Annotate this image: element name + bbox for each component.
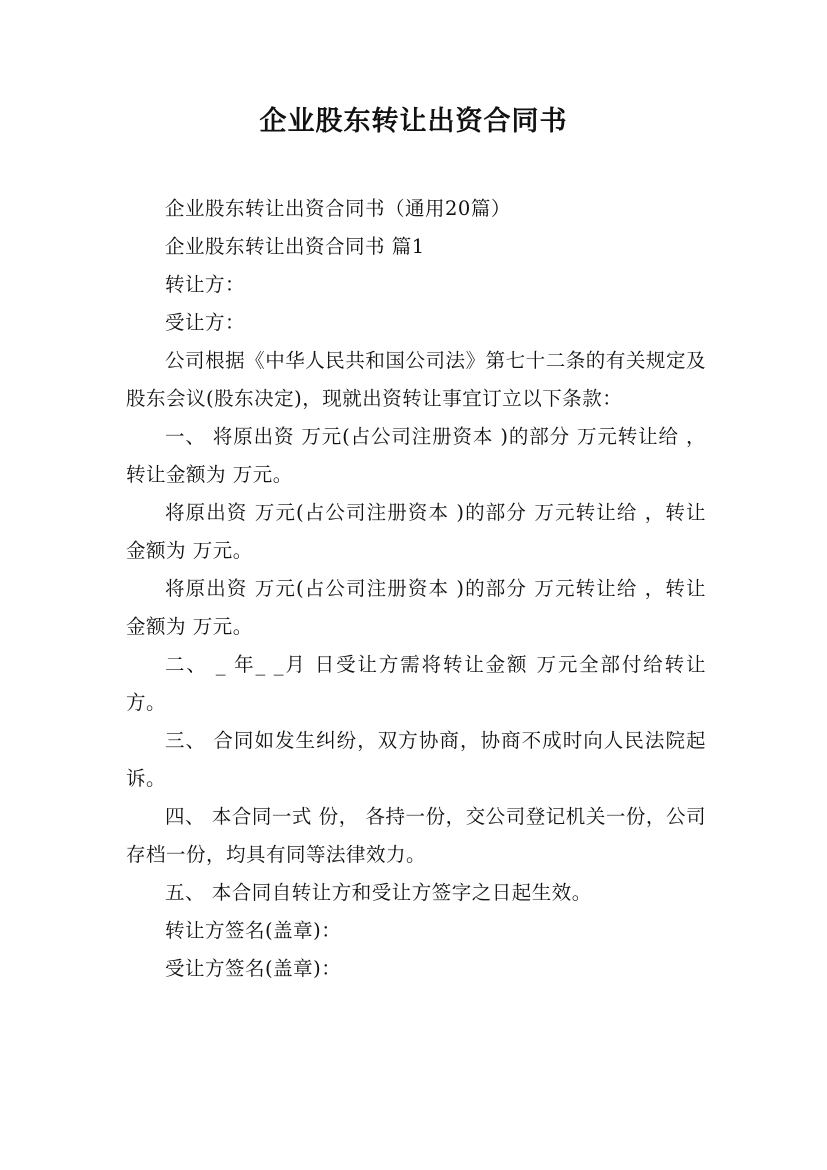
- clause-1-item-2: 将原出资 万元(占公司注册资本 )的部分 万元转让给 ，转让金额为 万元。: [126, 501, 706, 562]
- transferee-signature: 受让方签名(盖章)：: [165, 957, 342, 980]
- document-title: 企业股东转让出资合同书: [259, 106, 568, 137]
- clause-1: 一、 将原出资 万元(占公司注册资本 )的部分 万元转让给 ，转让金额为 万元。: [126, 425, 706, 486]
- clause-4: 四、 本合同一式 份， 各持一份，交公司登记机关一份，公司存档一份，均具有同等法律效力。: [126, 805, 706, 866]
- transferor-signature: 转让方签名(盖章)：: [165, 919, 342, 942]
- document-body: [126, 190, 706, 988]
- clause-1-item-3: 将原出资 万元(占公司注册资本 )的部分 万元转让给 ，转让金额为 万元。: [126, 577, 706, 638]
- clause-5: 五、 本合同自转让方和受让方签字之日起生效。: [165, 881, 592, 904]
- subtitle-paragraph: 企业股东转让出资合同书（通用20篇）: [165, 197, 511, 220]
- intro-paragraph: 公司根据《中华人民共和国公司法》第七十二条的有关规定及股东会议(股东决定)，现就出资转让事宜订立以下条款：: [126, 349, 706, 410]
- clause-2: 二、 _ 年_ _月 日受让方需将转让金额 万元全部付给转让方。: [126, 653, 706, 714]
- transferee-label: 受让方：: [165, 311, 246, 334]
- transferor-label: 转让方：: [165, 273, 246, 296]
- clause-3: 三、 合同如发生纠纷，双方协商，协商不成时向人民法院起诉。: [126, 729, 706, 790]
- section-heading: 企业股东转让出资合同书 篇1: [165, 235, 425, 258]
